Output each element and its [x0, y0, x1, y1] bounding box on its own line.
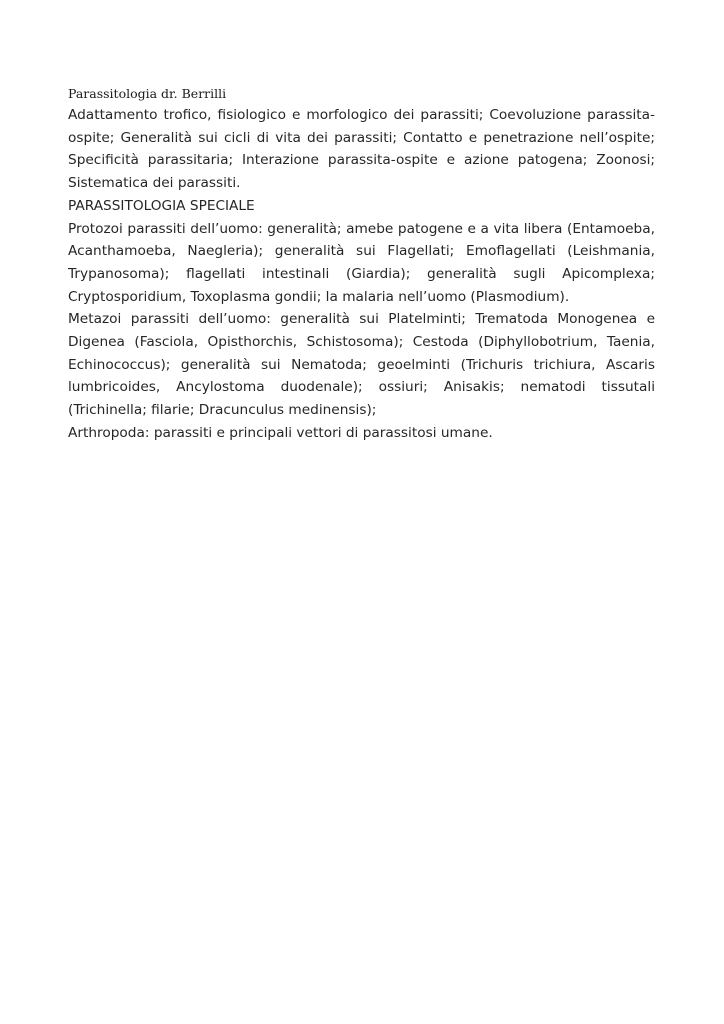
- metazoi-paragraph: Metazoi parassiti dell’uomo: generalità sui Platelminti; Trematoda Monogenea e Digenea (Fasciola, Opisthorchis, Schistosoma); Cestoda (Diphyllobotrium, Taenia, Echinococcus); generalità sui Nematoda; geoelminti (Trichuris trichiura, Ascaris lumbricoides, Ancylostoma duodenale); ossiuri; Anisakis; nematodi tissutali (Trichinella; filarie; Dracunculus medinensis);: [68, 311, 655, 419]
- special-heading: PARASSITOLOGIA SPECIALE: [68, 197, 255, 214]
- protozoi-paragraph: Protozoi parassiti dell’uomo: generalità; amebe patogene e a vita libera (Entamoeba, Acanthamoeba, Naegleria); generalità sui Flagellati; Emoflagellati (Leishmania, Trypanosoma); flagellati intestinali (Giardia); generalità sugli Apicomplexa; Cryptosporidium, Toxoplasma gondii; la malaria nell’uomo (Plasmodium).: [68, 220, 655, 305]
- document-header: Parassitologia dr. Berrilli: [68, 86, 227, 101]
- document-content: [68, 84, 655, 445]
- general-paragraph: Adattamento trofico, fisiologico e morfologico dei parassiti; Coevoluzione parassita-ospite; Generalità sui cicli di vita dei parassiti; Contatto e penetrazione nell’ospite; Specificità parassitaria; Interazione parassita-ospite e azione patogena; Zoonosi; Sistematica dei parassiti.: [68, 107, 655, 192]
- arthropoda-paragraph: Arthropoda: parassiti e principali vettori di parassitosi umane.: [68, 424, 493, 441]
